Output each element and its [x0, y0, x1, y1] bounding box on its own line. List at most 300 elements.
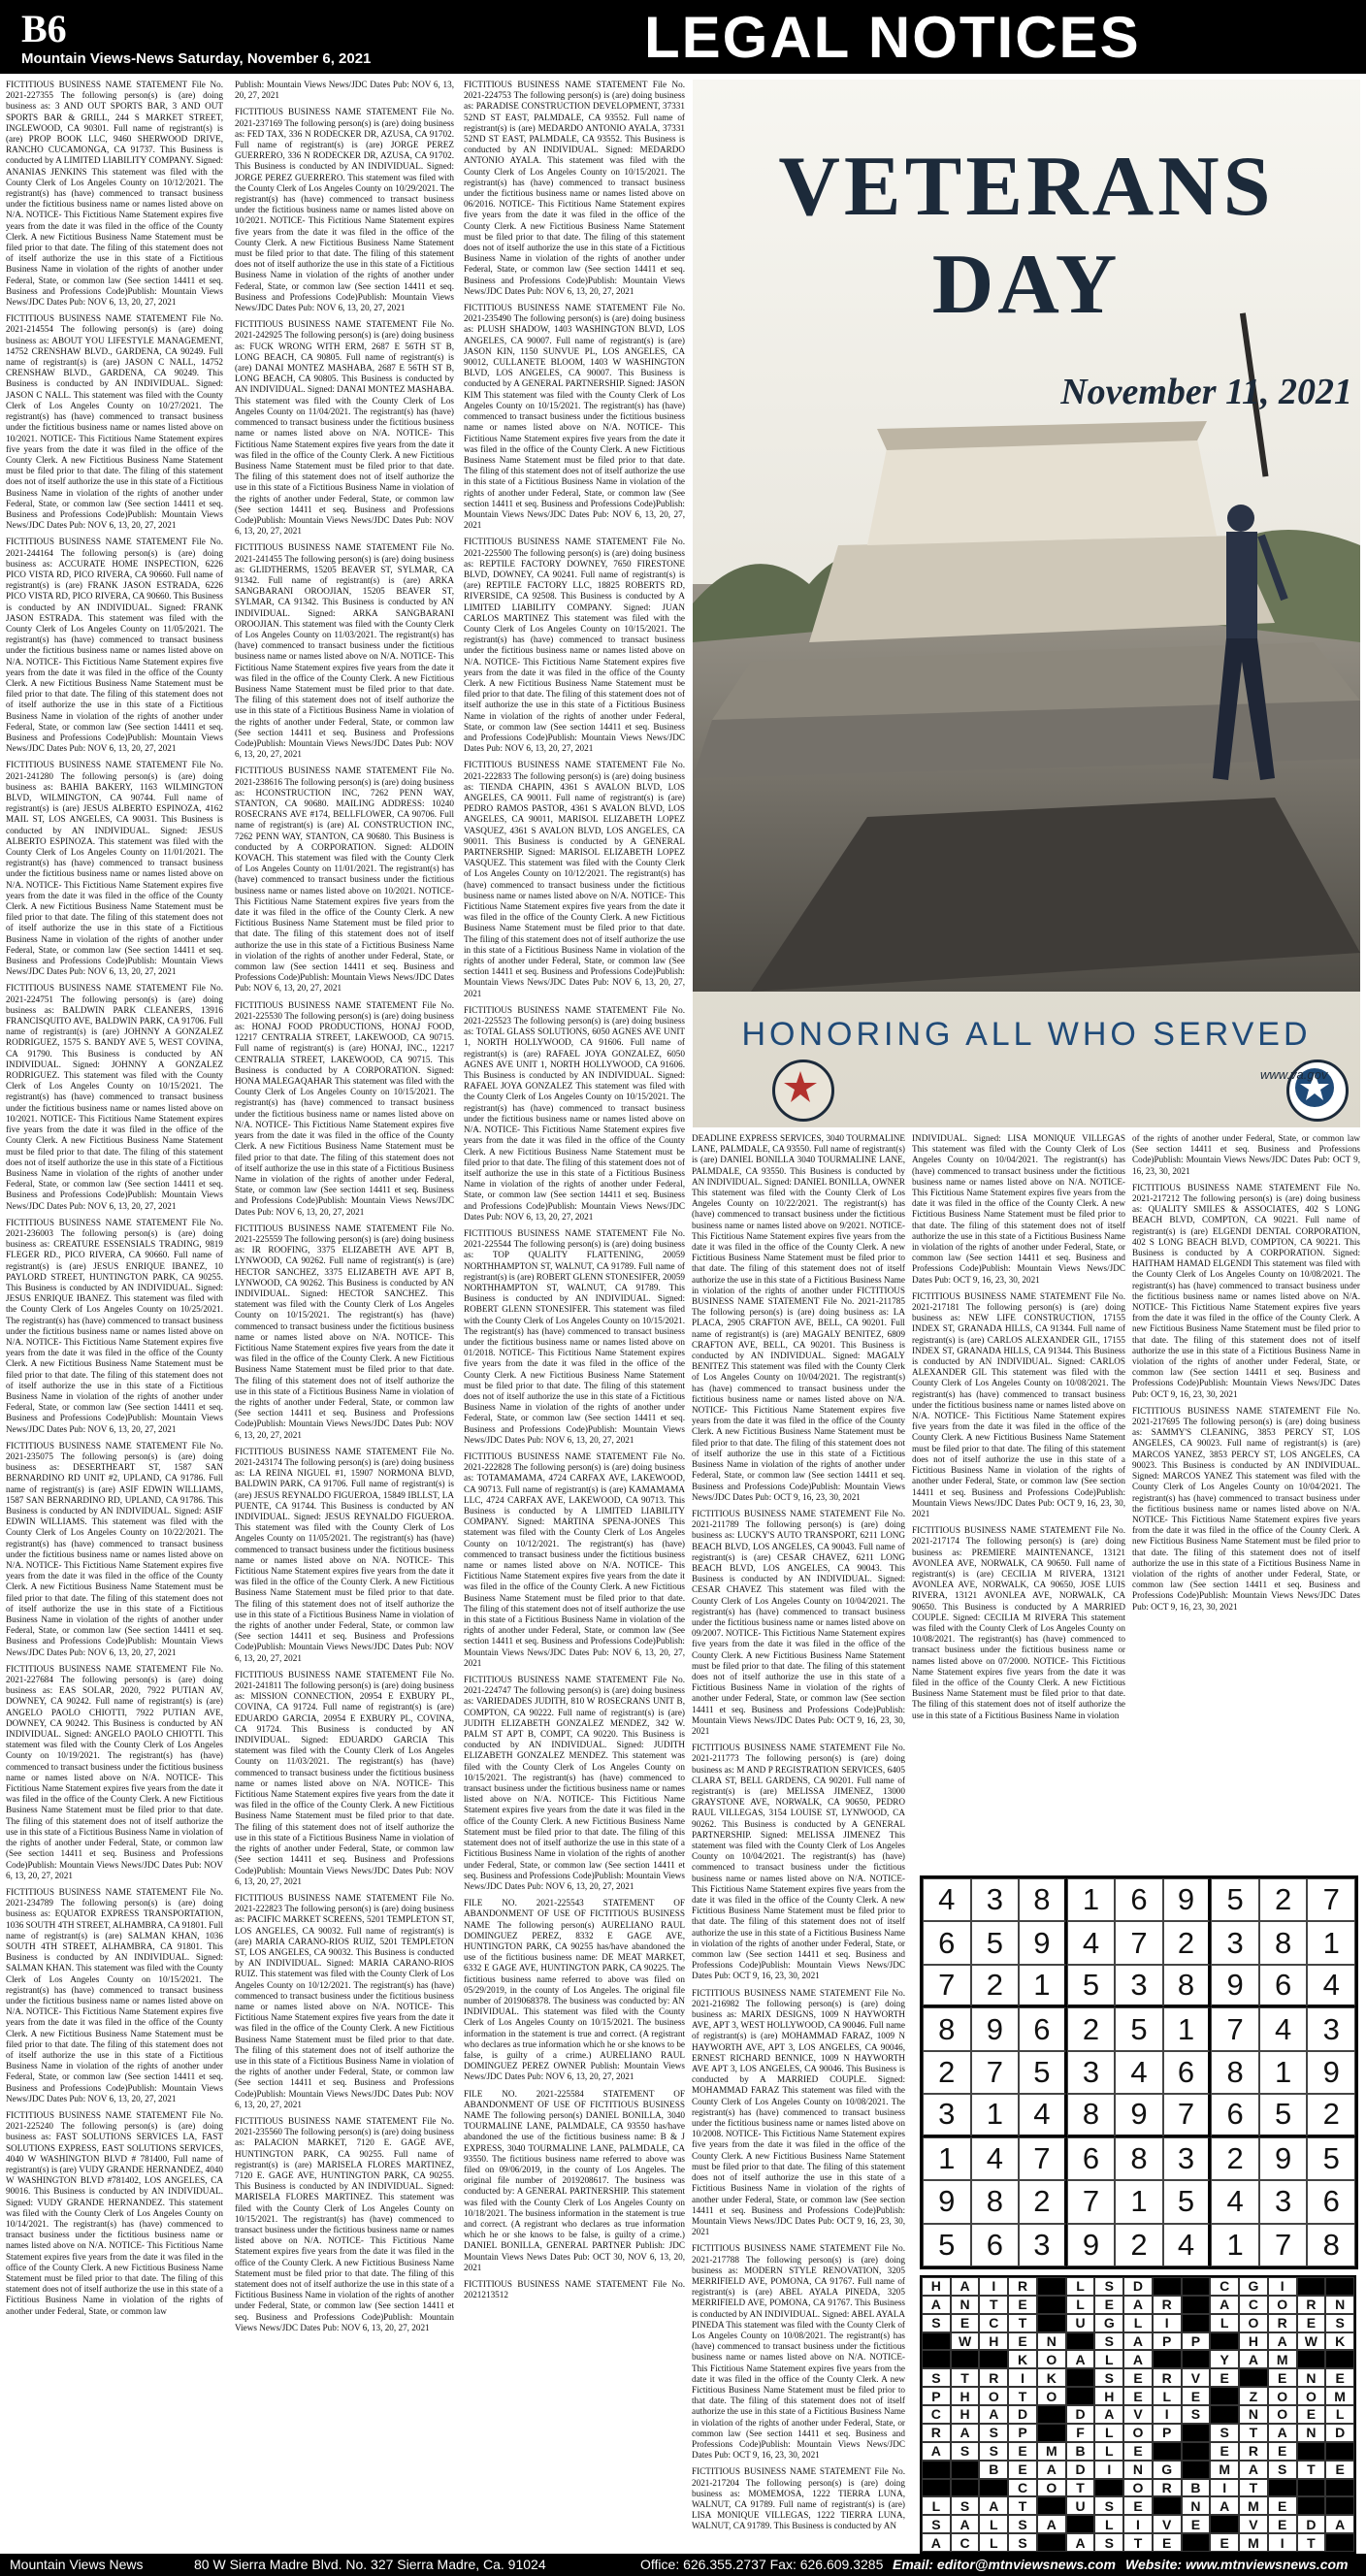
- crossword-cell: G: [1239, 2277, 1268, 2296]
- crossword-cell: S: [1268, 2461, 1297, 2479]
- sudoku-cell: 7: [1307, 1878, 1355, 1921]
- crossword-cell: R: [1268, 2314, 1297, 2332]
- crossword-cell: D: [1297, 2515, 1326, 2533]
- legal-notice: FICTITIOUS BUSINESS NAME STATEMENT File No. 2021-217204 The following person(s) is (are) doing business as: MOMEMOSA, 1222 TIERRA LUNA, WALNUT, CA 91789. Full name of registrant(s) is (are) LISA MONIQUE VILLEGAS, 1222 TIERRA LUNA, WALNUT, CA 91789. This Business is conducted by AN: [692, 2466, 905, 2531]
- page-number: B6: [21, 7, 67, 50]
- legal-notice: FICTITIOUS BUSINESS NAME STATEMENT File No. 2021-217212 The following person(s) is (are) doing business as: QUALITY SMILES & ASSOCIATES, 402 S LONG BEACH BLVD, COMPTON, CA 90221. Full name of registrant(s) is (are) ELGENDI DENTAL CORPORATION, 402 S LONG BEACH BLVD, COMPTON, CA 90221. This Business is conducted by A CORPORATION. Signed: HAITHAM HAMAD ELGENDI This statement was filed with the County Clerk of Los Angeles County on 10/08/2021. The registrant(s) has (have) commenced to transact business under the fictitious business name or names listed above on N/A. NOTICE- This Fictitious Name Statement expires five years from the date it was filed in the office of the County Clerk. A new Fictitious Business Name Statement must be filed prior to that date. The filing of this statement does not of itself authorize the use in this state of a Fictitious Business Name in violation of the rights of another under Federal, State, or common law (See section 14411 et seq. Business and Professions Code)Publish: Mountain Views News/JDC Dates Pub: OCT 9, 16, 23, 30, 2021: [1132, 1182, 1360, 1399]
- crossword-cell: L: [922, 2496, 951, 2515]
- crossword-cell: L: [1094, 2424, 1123, 2442]
- crossword-black-square: [1182, 2314, 1211, 2332]
- sudoku-cell: 6: [1115, 1878, 1163, 1921]
- crossword-cell: E: [1123, 2368, 1153, 2387]
- crossword-cell: O: [1268, 2296, 1297, 2314]
- legal-notice: FICTITIOUS BUSINESS NAME STATEMENT File No. 2021-224747 The following person(s) is (are) doing business as: VARIEDADES JUDITH, 810 W ROSECRANS UNIT B, COMPTON, CA 90222. Full name of registrant(s) is (are) JUDITH ELIZABETH GONZALEZ MENDEZ, 342 W. PALM ST APT B, COMPT, CA 90220. This Business is conducted by AN INDIVIDUAL. Signed: JUDITH ELIZABETH GONZALEZ MENDEZ. This statement was filed with the County Clerk of Los Angeles County on 10/15/2021. The registrant(s) has (have) commenced to transact business under the fictitious business name or names listed above on N/A. NOTICE- This Fictitious Name Statement expires five years from the date it was filed in the office of the County Clerk. A new Fictitious Business Name Statement must be filed prior to that date. The filing of this statement does not of itself authorize the use in this state of a Fictitious Business Name in violation of the rights of another under Federal, State, or common law (See section 14411 et seq. Business and Professions Code)Publish: Mountain Views News/JDC Dates Pub: NOV 6, 13, 20, 27, 2021: [464, 1675, 685, 1891]
- crossword-cell: E: [1123, 2496, 1153, 2515]
- crossword-cell: I: [1123, 2515, 1153, 2533]
- crossword-cell: O: [979, 2387, 1008, 2405]
- sudoku-cell: 4: [1115, 2051, 1163, 2094]
- legal-notice: FICTITIOUS BUSINESS NAME STATEMENT File No. 2021-214554 The following person(s) is (are) doing business as: ABOUT YOU LIFESTYLE MANAGEMENT, 14752 CRENSHAW BLVD., GARDENA, CA 90249. Full name of registrant(s) is (are) JASON C NALL, 14752 CRENSHAW BLVD., GARDENA, CA 90249. This Business is conducted by AN INDIVIDUAL. Signed: JASON C NALL. This statement was filed with the County Clerk of Los Angeles County on 10/27/2021. The registrant(s) has (have) commenced to transact business under the fictitious business name or names listed above on 10/2021. NOTICE- This Fictitious Name Statement expires five years from the date it was filed in the office of the County Clerk. A new Fictitious Business Name Statement must be filed prior to that date. The filing of this statement does not of itself authorize the use in this state of a Fictitious Business Name in violation of the rights of another under Federal, State, or common law (See section 14411 et seq. Business and Professions Code)Publish: Mountain Views News/JDC Dates Pub: NOV 6, 13, 20, 27, 2021: [6, 313, 223, 531]
- sudoku-cell: 2: [971, 1965, 1020, 2007]
- crossword-black-square: [1066, 2368, 1095, 2387]
- notices-column-3: [464, 80, 685, 2544]
- crossword-cell: T: [1297, 2533, 1326, 2552]
- crossword-cell: A: [1094, 2405, 1123, 2424]
- crossword-black-square: [1182, 2461, 1211, 2479]
- crossword-cell: I: [1094, 2461, 1123, 2479]
- crossword-cell: U: [1066, 2314, 1095, 2332]
- crossword-black-square: [1037, 2277, 1066, 2296]
- sudoku-cell: 8: [1259, 1921, 1308, 1964]
- sudoku-cell: 3: [971, 1878, 1020, 1921]
- sudoku-cell: 1: [923, 2137, 971, 2180]
- crossword-black-square: [1325, 2277, 1354, 2296]
- legal-notice: FICTITIOUS BUSINESS NAME STATEMENT File No. 2021-217788 The following person(s) is (are) doing business as: MODERN STYLE RENOVATION, 3205 MERRIFIELD AVE, POMONA, CA 91767. Full name of registrant(s) is (are) ABEL AYALA PINEDA, 3205 MERRIFIELD AVE, POMONA, CA 91767. This Business is conducted by AN INDIVIDUAL. Signed: ABEL AYALA PINEDA This statement was filed with the County Clerk of Los Angeles County on 10/08/2021. The registrant(s) has (have) commenced to transact business under the fictitious business name or names listed above on N/A. NOTICE- This Fictitious Name Statement expires five years from the date it was filed in the office of the County Clerk. A new Fictitious Business Name Statement must be filed prior to that date. The filing of this statement does not of itself authorize the use in this state of a Fictitious Business Name in violation of the rights of another under Federal, State, or common law (See section 14411 et seq. Business and Professions Code)Publish: Mountain Views News/JDC Dates Pub: OCT 9, 16, 23, 30, 2021: [692, 2243, 905, 2461]
- crossword-black-square: [1066, 2387, 1095, 2405]
- legal-notice: FICTITIOUS BUSINESS NAME STATEMENT File No. 2021-227355 The following person(s) is (are) doing business as: 3 AND OUT SPORTS BAR, 3 AND OUT SPORTS BAR & GRILL, 244 S MARKET STREET, INGLEWOOD, CA 90301. Full name of registrant(s) is (are) PROP BOOK LLC, 9460 SHERWOOD DRIVE, RANCHO CUCAMONGA, CA 91737. This Business is conducted by A LIMITED LIABILITY COMPANY. Signed: ANANIAS JENKINS This statement was filed with the County Clerk of Los Angeles County on 10/12/2021. The registrant(s) has (have) commenced to transact business under the fictitious business name or names listed above on N/A. NOTICE- This Fictitious Name Statement expires five years from the date it was filed in the office of the County Clerk. A new Fictitious Business Name Statement must be filed prior to that date. The filing of this statement does not of itself authorize the use in this state of a Fictitious Business Name in violation of the rights of another under Federal, State, or common law (See section 14411 et seq. Business and Professions Code)Publish: Mountain Views News/JDC Dates Pub: NOV 6, 13, 20, 27, 2021: [6, 80, 223, 308]
- legal-notice: FICTITIOUS BUSINESS NAME STATEMENT File No. 2021-225523 The following person(s) is (are) doing business as: TOTAL GLASS SOLUTIONS, 6050 AGNES AVE UNIT 1, NORTH HOLLYWOOD, CA 91606. Full name of registrant(s) is (are) RAFAEL JOYA GONZALEZ, 6050 AGNES AVE UNIT 1, NORTH HOLLYWOOD, CA 91606. This Business is conducted by AN INDIVIDUAL. Signed: RAFAEL JOYA GONZALEZ This statement was filed with the County Clerk of Los Angeles County on 10/15/2021. The registrant(s) has (have) commenced to transact business under the fictitious business name or names listed above on N/A. NOTICE- This Fictitious Name Statement expires five years from the date it was filed in the office of the County Clerk. A new Fictitious Business Name Statement must be filed prior to that date. The filing of this statement does not of itself authorize the use in this state of a Fictitious Business Name in violation of the rights of another under Federal, State, or common law (See section 14411 et seq. Business and Professions Code)Publish: Mountain Views News/JDC Dates Pub: NOV 6, 13, 20, 27, 2021: [464, 1004, 685, 1222]
- crossword-cell: N: [1037, 2332, 1066, 2351]
- crossword-cell: D: [1008, 2405, 1037, 2424]
- legal-notice: FICTITIOUS BUSINESS NAME STATEMENT File No. 2021-241280 The following person(s) is (are) doing business as: BAHIA BAKERY, 1163 WILMINGTON BLVD, WILMINGTON, CA 90744. Full name of registrant(s) is (are) JESUS ALBERTO ESPINOZA, 4162 MAIL ST, LOS ANGELES, CA 90031. This Business is conducted by AN INDIVIDUAL. Signed: JESUS ALBERTO ESPINOZA. This statement was filed with the County Clerk of Los Angeles County on 11/01/2021. The registrant(s) has (have) commenced to transact business under the fictitious business name or names listed above on N/A. NOTICE- This Fictitious Name Statement expires five years from the date it was filed in the office of the County Clerk. A new Fictitious Business Name Statement must be filed prior to that date. The filing of this statement does not of itself authorize the use in this state of a Fictitious Business Name in violation of the rights of another under Federal, State, or common law (See section 14411 et seq. Business and Professions Code)Publish: Mountain Views News/JDC Dates Pub: NOV 6, 13, 20, 27, 2021: [6, 760, 223, 977]
- crossword-black-square: [1037, 2424, 1066, 2442]
- sudoku-cell: 6: [923, 1921, 971, 1964]
- legal-notice: FICTITIOUS BUSINESS NAME STATEMENT File No. 2021213512: [464, 2279, 685, 2300]
- legal-notice: FICTITIOUS BUSINESS NAME STATEMENT File No. 2021-211789 The following person(s) is (are) doing business as: LUCKY'S AUTO TRANSPORT, 6211 LONG BEACH BLVD, LOS ANGELES, CA 90043. Full name of registrant(s) is (are) CESAR CHAVEZ, 6211 LONG BEACH BLVD, LOS ANGELES, CA 90043. This Business is conducted by AN INDIVIDUAL. Signed: CESAR CHAVEZ This statement was filed with the County Clerk of Los Angeles County on 10/04/2021. The registrant(s) has (have) commenced to transact business under the fictitious business name or names listed above on 09/2007. NOTICE- This Fictitious Name Statement expires five years from the date it was filed in the office of the County Clerk. A new Fictitious Business Name Statement must be filed prior to that date. The filing of this statement does not of itself authorize the use in this state of a Fictitious Business Name in violation of the rights of another under Federal, State, or common law (See section 14411 et seq. Business and Professions Code)Publish: Mountain Views News/JDC Dates Pub: OCT 9, 16, 23, 30, 2021: [692, 1508, 905, 1736]
- crossword-cell: E: [1297, 2405, 1326, 2424]
- crossword-cell: E: [1210, 2368, 1239, 2387]
- sudoku-cell: 8: [1019, 1878, 1067, 1921]
- legal-notice: FICTITIOUS BUSINESS NAME STATEMENT File No. 2021-225559 The following person(s) is (are) doing business as: IR ROOFING, 3375 ELIZABETH AVE APT B, LYNWOOD, CA 90262. Full name of registrant(s) is (are) HECTOR SANCHEZ, 3375 ELIZABETH AVE APT B, LYNWOOD, CA 90262. This Business is conducted by AN INDIVIDUAL. Signed: HECTOR SANCHEZ. This statement was filed with the County Clerk of Los Angeles County on 10/15/2021. The registrant(s) has (have) commenced to transact business under the fictitious business name or names listed above on N/A. NOTICE- This Fictitious Name Statement expires five years from the date it was filed in the office of the County Clerk. A new Fictitious Business Name Statement must be filed prior to that date. The filing of this statement does not of itself authorize the use in this state of a Fictitious Business Name in violation of the rights of another under Federal, State, or common law (See section 14411 et seq. Business and Professions Code)Publish: Mountain Views News/JDC Dates Pub: NOV 6, 13, 20, 27, 2021: [235, 1223, 454, 1440]
- sudoku-cell: 9: [1163, 1878, 1212, 1921]
- crossword-cell: C: [922, 2405, 951, 2424]
- footer-website[interactable]: Website: www.mtnviewsnews.com: [1125, 2557, 1349, 2572]
- crossword-cell: A: [979, 2496, 1008, 2515]
- crossword-cell: S: [1094, 2277, 1123, 2296]
- legal-notice: FICTITIOUS BUSINESS NAME STATEMENT File No. 2021-222828 The following person(s) is (are) doing business as: TOTAMAMAMA, 4724 CARFAX AVE, LAKEWOOD, CA 90713. Full name of registrant(s) is (are) KAMAMAMA LLC, 4724 CARFAX AVE, LAKEWOOD, CA 90713. This Business is conducted by A LIMITED LIABILITY COMPANY. Signed: MARTINA SPENA-JONES This statement was filed with the County Clerk of Los Angeles County on 10/12/2021. The registrant(s) has (have) commenced to transact business under the fictitious business name or names listed above on N/A. NOTICE- This Fictitious Name Statement expires five years from the date it was filed in the office of the County Clerk. A new Fictitious Business Name Statement must be filed prior to that date. The filing of this statement does not of itself authorize the use in this state of a Fictitious Business Name in violation of the rights of another under Federal, State, or common law (See section 14411 et seq. Business and Professions Code)Publish: Mountain Views News/JDC Dates Pub: NOV 6, 13, 20, 27, 2021: [464, 1451, 685, 1668]
- sudoku-cell: 5: [1211, 1878, 1259, 1921]
- crossword-black-square: [1153, 2442, 1182, 2461]
- crossword-black-square: [1037, 2314, 1066, 2332]
- crossword-black-square: [1182, 2350, 1211, 2368]
- crossword-cell: A: [1210, 2296, 1239, 2314]
- legal-notice: FICTITIOUS BUSINESS NAME STATEMENT File No. 2021-237169 The following person(s) is (are) doing business as: FED TAX, 336 N RODECKER DR, AZUSA, CA 91702. Full name of registrant(s) is (are) JORGE PEREZ GUERRERO, 336 N RODECKER DR, AZUSA, CA 91702. This Business is conducted by AN INDIVIDUAL. Signed: JORGE PEREZ GUERRERO. This statement was filed with the County Clerk of Los Angeles County on 10/29/2021. The registrant(s) has (have) commenced to transact business under the fictitious business name or names listed above on 10/2021. NOTICE- This Fictitious Name Statement expires five years from the date it was filed in the office of the County Clerk. A new Fictitious Business Name Statement must be filed prior to that date. The filing of this statement does not of itself authorize the use in this state of a Fictitious Business Name in violation of the rights of another under Federal, State, or common law (See section 14411 et seq. Business and Professions Code)Publish: Mountain Views News/JDC Dates Pub: NOV 6, 13, 20, 27, 2021: [235, 107, 454, 313]
- sudoku-cell: 3: [1307, 2007, 1355, 2050]
- poster-url: www.va.gov: [1260, 1067, 1328, 1082]
- legal-notice: FICTITIOUS BUSINESS NAME STATEMENT File No. 2021-243174 The following person(s) is (are) doing business as: LA REINA NIGUEL #1, 15907 NORMONA BLVD, BALDWIN PARK, CA 91706. Full name of registrant(s) is (are) JESUS REYNALDO FIGUEROA, 15849 IBLLST, LA PUENTE, CA 91744. This Business is conducted by AN INDIVIDUAL. Signed: JESUS REYNALDO FIGUEROA. This statement was filed with the County Clerk of Los Angeles County on 11/05/2021. The registrant(s) has (have) commenced to transact business under the fictitious business name or names listed above on N/A. NOTICE- This Fictitious Name Statement expires five years from the date it was filed in the office of the County Clerk. A new Fictitious Business Name Statement must be filed prior to that date. The filing of this statement does not of itself authorize the use in this state of a Fictitious Business Name in violation of the rights of another under Federal, State, or common law (See section 14411 et seq. Business and Professions Code)Publish: Mountain Views News/JDC Dates Pub: NOV 6, 13, 20, 27, 2021: [235, 1446, 454, 1663]
- sudoku-cell: 4: [923, 1878, 971, 1921]
- crossword-cell: S: [951, 2496, 980, 2515]
- crossword-cell: N: [951, 2296, 980, 2314]
- sudoku-cell: 4: [1067, 1921, 1116, 1964]
- sudoku-cell: 8: [971, 2180, 1020, 2223]
- sudoku-cell: 7: [1211, 2007, 1259, 2050]
- sudoku-cell: 3: [1211, 1921, 1259, 1964]
- crossword-cell: E: [1123, 2442, 1153, 2461]
- sudoku-grid: [920, 1875, 1358, 2269]
- page-header: [0, 0, 1366, 74]
- legal-notice: FICTITIOUS BUSINESS NAME STATEMENT File No. 2021-211773 The following person(s) is (are) doing business as: M AND P REGISTRATION SERVICES, 6405 CLARA ST, BELL GARDENS, CA 90201. Full name of registrant(s) is (are) MELISSA JIMENEZ, 13000 GRAYSTONE AVE, NORWALK, CA 90650, PEDRO RAUL VILLEGAS, 3154 LOUISE ST, LYNWOOD, CA 90262. This Business is conducted by A GENERAL PARTNERSHIP. Signed: MELISSA JIMENEZ This statement was filed with the County Clerk of Los Angeles County on 10/04/2021. The registrant(s) has (have) commenced to transact business under the fictitious business name or names listed above on N/A. NOTICE- This Fictitious Name Statement expires five years from the date it was filed in the office of the County Clerk. A new Fictitious Business Name Statement must be filed prior to that date. The filing of this statement does not of itself authorize the use in this state of a Fictitious Business Name in violation of the rights of another under Federal, State, or common law (See section 14411 et seq. Business and Professions Code)Publish: Mountain Views News/JDC Dates Pub: OCT 9, 16, 23, 30, 2021: [692, 1743, 905, 1981]
- legal-notice: FICTITIOUS BUSINESS NAME STATEMENT File No. 2021-225500 The following person(s) is (are) doing business as: REPTILE FACTORY DOWNEY, 7650 FIRESTONE BLVD, DOWNEY, CA 90241. Full name of registrant(s) is (are) REPTILE FACTORY LLC, 18825 ROBERTS RD, RIVERSIDE, CA 92508. This Business is conducted by A LIMITED LIABILITY COMPANY. Signed: JUAN CARLOS MARTINEZ This statement was filed with the County Clerk of Los Angeles County on 10/15/2021. The registrant(s) has (have) commenced to transact business under the fictitious business name or names listed above on N/A. NOTICE- This Fictitious Name Statement expires five years from the date it was filed in the office of the County Clerk. A new Fictitious Business Name Statement must be filed prior to that date. The filing of this statement does not of itself authorize the use in this state of a Fictitious Business Name in violation of the rights of another under Federal, State, or common law (See section 14411 et seq. Business and Professions Code)Publish: Mountain Views News/JDC Dates Pub: NOV 6, 13, 20, 27, 2021: [464, 537, 685, 754]
- crossword-cell: H: [1239, 2332, 1268, 2351]
- crossword-cell: E: [1008, 2332, 1037, 2351]
- crossword-cell: E: [1182, 2515, 1211, 2533]
- crossword-black-square: [1182, 2442, 1211, 2461]
- crossword-black-square: [1066, 2515, 1095, 2533]
- sudoku-cell: 3: [1115, 1965, 1163, 2007]
- crossword-black-square: [1182, 2277, 1211, 2296]
- crossword-cell: P: [1182, 2332, 1211, 2351]
- sudoku-cell: 2: [1067, 2007, 1116, 2050]
- sudoku-cell: 2: [1115, 2224, 1163, 2266]
- legal-notice: FICTITIOUS BUSINESS NAME STATEMENT File No. 2021-222833 The following person(s) is (are) doing business as: TIENDA CHAPIN, 4361 S AVALON BLVD, LOS ANGELES, CA 90011. Full name of registrant(s) is (are) PEDRO RAMOS PASTOR, 4361 S AVALON BLVD, LOS ANGELES, CA 90011, MARISOL ELIZABETH LOPEZ VASQUEZ, 4361 S AVALON BLVD, LOS ANGELES, CA 90011. This Business is conducted by A GENERAL PARTNERSHIP. Signed: MARISOL ELIZABETH LOPEZ VASQUEZ. This statement was filed with the County Clerk of Los Angeles County on 10/12/2021. The registrant(s) has (have) commenced to transact business under the fictitious business name or names listed above on N/A. NOTICE- This Fictitious Name Statement expires five years from the date it was filed in the office of the County Clerk. A new Fictitious Business Name Statement must be filed prior to that date. The filing of this statement does not of itself authorize the use in this state of a Fictitious Business Name in violation of the rights of another under Federal, State, or common law (See section 14411 et seq. Business and Professions Code)Publish: Mountain Views News/JDC Dates Pub: NOV 6, 13, 20, 27, 2021: [464, 760, 685, 998]
- crossword-cell: V: [1182, 2368, 1211, 2387]
- legal-notice: FICTITIOUS BUSINESS NAME STATEMENT File No. 2021-235490 The following person(s) is (are) doing business as: PLUSH SHADOW, 1403 WASHINGTON BLVD, LOS ANGELES, CA 90007. Full name of registrant(s) is (are) JASON KIN, 1150 SUNVUE PL, LOS ANGELES, CA 90012, CULLANETE BLOOM, 1403 W WASHINGTON BLVD, LOS ANGELES, CA 90007. This Business is conducted by A GENERAL PARTNERSHIP. Signed: JASON KIM This statement was filed with the County Clerk of Los Angeles County on 10/15/2021. The registrant(s) has (have) commenced to transact business under the fictitious business name or names listed above on N/A. NOTICE- This Fictitious Name Statement expires five years from the date it was filed in the office of the County Clerk. A new Fictitious Business Name Statement must be filed prior to that date. The filing of this statement does not of itself authorize the use in this state of a Fictitious Business Name in violation of the rights of another under Federal, State, or common law (See section 14411 et seq. Business and Professions Code)Publish: Mountain Views News/JDC Dates Pub: NOV 6, 13, 20, 27, 2021: [464, 303, 685, 531]
- crossword-cell: S: [951, 2442, 980, 2461]
- sudoku-cell: 4: [1163, 2224, 1212, 2266]
- crossword-cell: O: [1268, 2405, 1297, 2424]
- sudoku-cell: 9: [971, 2007, 1020, 2050]
- crossword-black-square: [922, 2461, 951, 2479]
- sudoku-cell: 9: [1211, 1965, 1259, 2007]
- footer-name: Mountain Views News: [10, 2557, 144, 2572]
- legal-notice: of the rights of another under Federal, State, or common law (See section 14411 et seq. Business and Professions Code)Publish: Mountain Views News/JDC Dates Pub: OCT 9, 16, 23, 30, 2021: [1132, 1133, 1360, 1176]
- crossword-cell: A: [1123, 2350, 1153, 2368]
- crossword-cell: N: [1239, 2405, 1268, 2424]
- crossword-cell: O: [1297, 2387, 1326, 2405]
- crossword-cell: C: [951, 2533, 980, 2552]
- crossword-cell: D: [1123, 2277, 1153, 2296]
- crossword-cell: E: [1268, 2496, 1297, 2515]
- crossword-cell: I: [1268, 2533, 1297, 2552]
- crossword-black-square: [1094, 2479, 1123, 2497]
- crossword-cell: N: [1325, 2296, 1354, 2314]
- crossword-cell: E: [951, 2314, 980, 2332]
- crossword-cell: V: [1123, 2405, 1153, 2424]
- crossword-black-square: [1325, 2442, 1354, 2461]
- crossword-cell: D: [1066, 2461, 1095, 2479]
- crossword-cell: S: [922, 2314, 951, 2332]
- sudoku-cell: 5: [1019, 2051, 1067, 2094]
- sudoku-cell: 1: [1067, 1878, 1116, 1921]
- crossword-cell: C: [1210, 2277, 1239, 2296]
- crossword-cell: S: [1182, 2405, 1211, 2424]
- sudoku-cell: 5: [1067, 1965, 1116, 2007]
- sudoku-cell: 2: [923, 2051, 971, 2094]
- crossword-black-square: [1297, 2350, 1326, 2368]
- crossword-cell: L: [979, 2515, 1008, 2533]
- notices-column-2: [235, 80, 454, 2544]
- crossword-cell: E: [1210, 2533, 1239, 2552]
- sudoku-cell: 5: [1163, 2180, 1212, 2223]
- crossword-cell: K: [1037, 2368, 1066, 2387]
- crossword-cell: L: [1153, 2387, 1182, 2405]
- sudoku-cell: 2: [1163, 1921, 1212, 1964]
- crossword-cell: B: [1182, 2479, 1211, 2497]
- legal-notice: FICTITIOUS BUSINESS NAME STATEMENT File No. 2021-225240 The following person(s) is (are) doing business as: FAST SOLUTIONS SERVICES LA, FAST SOLUTIONS EXPRESS, EAST SOLUTIONS SERVICES, 4040 W WASHINGTON BLVD # 781400, Full name of registrant(s) is (are) VUDY GRANDE HERNANDEZ, 4040 W WASHINGTON BLVD #781402, LOS ANGELES, CA 90016. This Business is conducted by AN INDIVIDUAL. Signed: VUDY GRANDE HERNANDEZ. This statement was filed with the County Clerk of Los Angeles County on 10/14/2021. The registrant(s) has (have) commenced to transact business under the fictitious business name or names listed above on N/A. NOTICE- This Fictitious Name Statement expires five years from the date it was filed in the office of the County Clerk. A new Fictitious Business Name Statement must be filed prior to that date. The filing of this statement does not of itself authorize the use in this state of a Fictitious Business Name in violation of the rights of another under Federal, State, or common law: [6, 2109, 223, 2316]
- crossword-cell: E: [1008, 2461, 1037, 2479]
- crossword-cell: S: [922, 2515, 951, 2533]
- crossword-black-square: [1325, 2496, 1354, 2515]
- sudoku-cell: 1: [1307, 1921, 1355, 1964]
- footer-phones: Office: 626.355.2737 Fax: 626.609.3285: [640, 2557, 884, 2572]
- crossword-cell: O: [1239, 2314, 1268, 2332]
- crossword-cell: E: [1325, 2368, 1354, 2387]
- legal-notice: FILE NO. 2021-225584 STATEMENT OF ABANDONMENT OF USE OF FICTITIOUS BUSINESS NAME The following person(s) DANIEL BONILLA, 3040 TOURMALINE LANE, PALMDALE, CA 93550 has/have abandoned the use of the fictitious business name: B & J EXPRESS, 3040 TOURMALINE LANE, PALMDALE, CA 93550. The fictitious business name referred to above was filed on 09/06/2019, in the county of Los Angeles. The original file number of 2019208617. The business was conducted by: A GENERAL PARTNERSHIP. This statement was filed with the County Clerk of Los Angeles County on 10/18/2021. The business information in the statement is true and correct. (A registrant who declares as true information which he or she knows to be false, is guilty of a crime.) DANIEL BONILLA, GENERAL PARTNER Publish: JDC Mountain Views News Dates Pub: OCT 30, NOV 6, 13, 20, 2021: [464, 2088, 685, 2272]
- crossword-cell: O: [1268, 2387, 1297, 2405]
- legal-notice: FICTITIOUS BUSINESS NAME STATEMENT File No. 2021-217695 The following person(s) is (are) doing business as: SAMMY'S CLEANING, 3853 PERCY ST, LOS ANGELES, CA 90023. Full name of registrant(s) is (are) MARCOS YANEZ, 3853 PERCY ST, LOS ANGELES, CA 90023. This Business is conducted by AN INDIVIDUAL. Signed: MARCOS YANEZ This statement was filed with the County Clerk of Los Angeles County on 10/04/2021. The registrant(s) has (have) commenced to transact business under the fictitious business name or names listed above on N/A. NOTICE- This Fictitious Name Statement expires five years from the date it was filed in the office of the County Clerk. A new Fictitious Business Name Statement must be filed prior to that date. The filing of this statement does not of itself authorize the use in this state of a Fictitious Business Name in violation of the rights of another under Federal, State, or common law (See section 14411 et seq. Business and Professions Code)Publish: Mountain Views News/JDC Dates Pub: OCT 9, 16, 23, 30, 2021: [1132, 1405, 1360, 1612]
- crossword-black-square: [1297, 2277, 1326, 2296]
- sudoku-cell: 3: [1019, 2224, 1067, 2266]
- crossword-cell: C: [1239, 2296, 1268, 2314]
- crossword-cell: E: [1094, 2296, 1123, 2314]
- crossword-black-square: [1210, 2332, 1239, 2351]
- crossword-cell: A: [1210, 2496, 1239, 2515]
- sudoku-cell: 6: [1163, 2051, 1212, 2094]
- sudoku-cell: 3: [1259, 2180, 1308, 2223]
- crossword-cell: P: [1153, 2332, 1182, 2351]
- sudoku-cell: 2: [1211, 2137, 1259, 2180]
- sudoku-cell: 4: [1259, 2007, 1308, 2050]
- crossword-black-square: [1325, 2533, 1354, 2552]
- sudoku-cell: 7: [1259, 2224, 1308, 2266]
- sudoku-cell: 5: [1307, 2137, 1355, 2180]
- sudoku-cell: 8: [1115, 2137, 1163, 2180]
- crossword-black-square: [1210, 2405, 1239, 2424]
- sudoku-cell: 3: [923, 2094, 971, 2136]
- crossword-cell: V: [1239, 2515, 1268, 2533]
- crossword-cell: A: [922, 2533, 951, 2552]
- crossword-black-square: [922, 2350, 951, 2368]
- sudoku-cell: 4: [1211, 2180, 1259, 2223]
- legal-notice: Publish: Mountain Views News/JDC Dates Pub: NOV 6, 13, 20, 27, 2021: [235, 80, 454, 101]
- crossword-black-square: [979, 2350, 1008, 2368]
- crossword-cell: L: [1325, 2405, 1354, 2424]
- crossword-cell: S: [1094, 2533, 1123, 2552]
- crossword-cell: W: [1297, 2332, 1326, 2351]
- crossword-cell: E: [1210, 2442, 1239, 2461]
- notices-column-6: [1132, 1133, 1360, 1871]
- footer-email[interactable]: Email: editor@mtnviewsnews.com: [893, 2557, 1116, 2572]
- crossword-cell: E: [1008, 2296, 1037, 2314]
- crossword-black-square: [1210, 2515, 1239, 2533]
- crossword-cell: B: [1066, 2442, 1095, 2461]
- crossword-cell: S: [1008, 2515, 1037, 2533]
- crossword-cell: M: [1239, 2533, 1268, 2552]
- sudoku-cell: 5: [1259, 2094, 1308, 2136]
- legal-notice: FICTITIOUS BUSINESS NAME STATEMENT File No. 2021-216982 The following person(s) is (are) doing business as: MARIX DESIGNS, 1009 N HAYWORTH AVE, APT 3, WEST HOLLYWOOD, CA 90046. Full name of registrant(s) is (are) MOHAMMAD FARAZ, 1009 N HAYWORTH AVE, APT 3, LOS ANGELES, CA 90046, ERNEST RICHARD BENNICE, 1009 N HAYWORTH AVE APT 3, LOS ANGELES, CA 90046. This Business is conducted by A MARRIED COUPLE. Signed: MOHAMMAD FARAZ This statement was filed with the County Clerk of Los Angeles County on 10/08/2021. The registrant(s) has (have) commenced to transact business under the fictitious business name or names listed above on 10/2008. NOTICE- This Fictitious Name Statement expires five years from the date it was filed in the office of the County Clerk. A new Fictitious Business Name Statement must be filed prior to that date. The filing of this statement does not of itself authorize the use in this state of a Fictitious Business Name in violation of the rights of another under Federal, State, or common law (See section 14411 et seq. Business and Professions Code)Publish: Mountain Views News/JDC Dates Pub: OCT 9, 16, 23, 30, 2021: [692, 1987, 905, 2237]
- poster-date: November 11, 2021: [1060, 372, 1352, 412]
- legal-notice: FICTITIOUS BUSINESS NAME STATEMENT File No. 2021-241811 The following person(s) is (are) doing business as: MISSION CONNECTION, 20954 E EXBURY PL, COVINA, CA 91724. Full name of registrant(s) is (are) EDUARDO GARCIA, 20954 E EXBURY PL, COVINA, CA 91724. This Business is conducted by AN INDIVIDUAL. Signed: EDUARDO GARCIA This statement was filed with the County Clerk of Los Angeles County on 11/03/2021. The registrant(s) has (have) commenced to transact business under the fictitious business name or names listed above on N/A. NOTICE- This Fictitious Name Statement expires five years from the date it was filed in the office of the County Clerk. A new Fictitious Business Name Statement must be filed prior to that date. The filing of this statement does not of itself authorize the use in this state of a Fictitious Business Name in violation of the rights of another under Federal, State, or common law (See section 14411 et seq. Business and Professions Code)Publish: Mountain Views News/JDC Dates Pub: NOV 6, 13, 20, 27, 2021: [235, 1669, 454, 1886]
- crossword-cell: A: [1239, 2350, 1268, 2368]
- crossword-cell: I: [1008, 2368, 1037, 2387]
- sudoku-cell: 9: [1019, 1921, 1067, 1964]
- crossword-cell: A: [1123, 2296, 1153, 2314]
- crossword-black-square: [1297, 2479, 1326, 2497]
- crossword-cell: O: [1123, 2424, 1153, 2442]
- legal-notice: FICTITIOUS BUSINESS NAME STATEMENT File No. 2021-235560 The following person(s) is (are) doing business as: PALACION MARKET, 7120 E. GAGE AVE, HUNTINGTON PARK, CA 90255. Full name of registrant(s) is (are) MARISELA FLORES MARTINEZ, 7120 E. GAGE AVE, HUNTINGTON PARK, CA 90255. This Business is conducted by AN INDIVIDUAL. Signed: MARISELA FLORES MARTINEZ. This statement was filed with the County Clerk of Los Angeles County on 10/15/2021. The registrant(s) has (have) commenced to transact business under the fictitious business name or names listed above on N/A. NOTICE- This Fictitious Name Statement expires five years from the date it was filed in the office of the County Clerk. A new Fictitious Business Name Statement must be filed prior to that date. The filing of this statement does not of itself authorize the use in this state of a Fictitious Business Name in violation of the rights of another under Federal, State, or common law (See section 14411 et seq. Business and Professions Code)Publish: Mountain Views News/JDC Dates Pub: NOV 6, 13, 20, 27, 2021: [235, 2115, 454, 2332]
- legal-notice: FICTITIOUS BUSINESS NAME STATEMENT File No. 2021-238616 The following person(s) is (are) doing business as: HCONSTRUCTION INC, 7262 PENN WAY, STANTON, CA 90680. MAILING ADDRESS: 10240 ROSECRANS AVE #174, BELLFLOWER, CA 90706. Full name of registrant(s) is (are) AL CONSTRUCTION INC, 7262 PENN WAY, STANTON, CA 90680. This Business is conducted by A CORPORATION. Signed: ALDOIN KOVACH. This statement was filed with the County Clerk of Los Angeles County on 11/01/2021. The registrant(s) has (have) commenced to transact business under the fictitious business name or names listed above on 10/2021. NOTICE- This Fictitious Name Statement expires five years from the date it was filed in the office of the County Clerk. A new Fictitious Business Name Statement must be filed prior to that date. The filing of this statement does not of itself authorize the use in this state of a Fictitious Business Name in violation of the rights of another under Federal, State, or common law (See section 14411 et seq. Business and Professions Code)Publish: Mountain Views News/JDC Dates Pub: NOV 6, 13, 20, 27, 2021: [235, 766, 454, 994]
- legal-notice: FICTITIOUS BUSINESS NAME STATEMENT File No. 2021-225544 The following person(s) is (are) doing business as: TOP QUALITY FLATTENING, 20059 NORTHHAMPTON ST, WALNUT, CA 91789. Full name of registrant(s) is (are) ROBERT GLENN STONESIFER, 20059 NORTHHAMPTON ST, WALNUT, CA 91789. This Business is conducted by AN INDIVIDUAL. Signed: ROBERT GLENN STONESIFER. This statement was filed with the County Clerk of Los Angeles County on 10/15/2021. The registrant(s) has (have) commenced to transact business under the fictitious business name or names listed above on 01/2018. NOTICE- This Fictitious Name Statement expires five years from the date it was filed in the office of the County Clerk. A new Fictitious Business Name Statement must be filed prior to that date. The filing of this statement does not of itself authorize the use in this state of a Fictitious Business Name in violation of the rights of another under Federal, State, or common law (See section 14411 et seq. Business and Professions Code)Publish: Mountain Views News/JDC Dates Pub: NOV 6, 13, 20, 27, 2021: [464, 1227, 685, 1445]
- crossword-cell: A: [922, 2442, 951, 2461]
- crossword-cell: L: [1094, 2442, 1123, 2461]
- crossword-cell: A: [951, 2424, 980, 2442]
- sudoku-cell: 4: [1019, 2094, 1067, 2136]
- sudoku-cell: 8: [1163, 1965, 1212, 2007]
- crossword-cell: C: [1008, 2479, 1037, 2497]
- sudoku-cell: 7: [1067, 2180, 1116, 2223]
- sudoku-cell: 2: [1019, 2180, 1067, 2223]
- legal-notice: FICTITIOUS BUSINESS NAME STATEMENT File No. 2021-227684 The following person(s) is (are) doing business as: EAS SOLAR, 2020, 7922 PUTIAN AV, DOWNEY, CA 90242. Full name of registrant(s) is (are) ANGELO PAOLO CHIOTTI, 7922 PUTIAN AVE, DOWNEY, CA 90242. This Business is conducted by AN INDIVIDUAL. Signed: ANGELO PAOLO CHIOTTI. This statement was filed with the County Clerk of Los Angeles County on 10/19/2021. The registrant(s) has (have) commenced to transact business under the fictitious business name or names listed above on N/A. NOTICE- This Fictitious Name Statement expires five years from the date it was filed in the office of the County Clerk. A new Fictitious Business Name Statement must be filed prior to that date. The filing of this statement does not of itself authorize the use in this state of a Fictitious Business Name in violation of the rights of another under Federal, State, or common law (See section 14411 et seq. Business and Professions Code)Publish: Mountain Views News/JDC Dates Pub: NOV 6, 13, 20, 27, 2021: [6, 1663, 223, 1880]
- crossword-black-square: [1182, 2296, 1211, 2314]
- crossword-cell: A: [1066, 2350, 1095, 2368]
- crossword-black-square: [1066, 2332, 1095, 2351]
- sudoku-cell: 9: [1259, 2137, 1308, 2180]
- crossword-cell: E: [1325, 2461, 1354, 2479]
- footer-address: 80 W Sierra Madre Blvd. No. 327 Sierra Madre, Ca. 91024: [194, 2557, 546, 2572]
- crossword-black-square: [1182, 2424, 1211, 2442]
- crossword-cell: E: [1268, 2368, 1297, 2387]
- crossword-black-square: [951, 2350, 980, 2368]
- sudoku-cell: 2: [1259, 1878, 1308, 1921]
- crossword-cell: R: [1008, 2277, 1037, 2296]
- crossword-cell: A: [1268, 2424, 1297, 2442]
- sudoku-cell: 7: [1163, 2094, 1212, 2136]
- crossword-cell: S: [1094, 2496, 1123, 2515]
- crossword-cell: S: [922, 2368, 951, 2387]
- crossword-black-square: [1037, 2296, 1066, 2314]
- crossword-cell: S: [1094, 2368, 1123, 2387]
- crossword-cell: L: [1066, 2277, 1095, 2296]
- crossword-cell: A: [951, 2277, 980, 2296]
- legal-notice: FICTITIOUS BUSINESS NAME STATEMENT File No. 2021-234789 The following person(s) is (are) doing business as: EQUATOR EXPRESS TRANSPORTATION, 1036 SOUTH 4TH STREET, ALHAMBRA, CA 91801. Full name of registrant(s) is (are) SALMAN KHAN, 1036 SOUTH 4TH STREET, ALHAMBRA, CA 91801. This Business is conducted by AN INDIVIDUAL. Signed: SALMAN KHAN. This statement was filed with the County Clerk of Los Angeles County on 10/15/2021. The registrant(s) has (have) commenced to transact business under the fictitious business name or names listed above on N/A. NOTICE- This Fictitious Name Statement expires five years from the date it was filed in the office of the County Clerk. A new Fictitious Business Name Statement must be filed prior to that date. The filing of this statement does not of itself authorize the use in this state of a Fictitious Business Name in violation of the rights of another under Federal, State, or common law (See section 14411 et seq. Business and Professions Code)Publish: Mountain Views News/JDC Dates Pub: NOV 6, 13, 20, 27, 2021: [6, 1886, 223, 2103]
- crossword-black-square: [951, 2461, 980, 2479]
- crossword-cell: M: [1210, 2461, 1239, 2479]
- crossword-black-square: [922, 2332, 951, 2351]
- crossword-black-square: [922, 2479, 951, 2497]
- crossword-cell: L: [1210, 2314, 1239, 2332]
- crossword-cell: N: [1297, 2424, 1326, 2442]
- crossword-cell: B: [979, 2461, 1008, 2479]
- crossword-cell: H: [951, 2405, 980, 2424]
- sudoku-cell: 8: [1211, 2051, 1259, 2094]
- crossword-cell: L: [979, 2533, 1008, 2552]
- legal-notice: FICTITIOUS BUSINESS NAME STATEMENT File No. 2021-244164 The following person(s) is (are) doing business as: ACCURATE HOME INSPECTION, 6226 PICO VISTA RD, PICO RIVERA, CA 90660. Full name of registrant(s) is (are) FRANK JASON ESTRADA, 6226 PICO VISTA RD, PICO RIVERA, CA 90660. This Business is conducted by AN INDIVIDUAL. Signed: FRANK JASON ESTRADA. This statement was filed with the County Clerk of Los Angeles County on 11/05/2021. The registrant(s) has (have) commenced to transact business under the fictitious business name or names listed above on N/A. NOTICE- This Fictitious Name Statement expires five years from the date it was filed in the office of the County Clerk. A new Fictitious Business Name Statement must be filed prior to that date. The filing of this statement does not of itself authorize the use in this state of a Fictitious Business Name in violation of the rights of another under Federal, State, or common law (See section 14411 et seq. Business and Professions Code)Publish: Mountain Views News/JDC Dates Pub: NOV 6, 13, 20, 27, 2021: [6, 537, 223, 754]
- crossword-cell: O: [1037, 2350, 1066, 2368]
- sudoku-cell: 7: [1019, 2137, 1067, 2180]
- sudoku-cell: 6: [1211, 2094, 1259, 2136]
- crossword-cell: A: [922, 2296, 951, 2314]
- legal-notice: FICTITIOUS BUSINESS NAME STATEMENT File No. 2021-242925 The following person(s) is (are) doing business as: FUCK WRONG WITH ERM, 2687 E 56TH ST B, LONG BEACH, CA 90805. Full name of registrant(s) is (are) DANAI MONTEZ MASHABA, 2687 E 56TH ST B, LONG BEACH, CA 90805. This Business is conducted by AN INDIVIDUAL. Signed: DANAI MONTEZ MASHABA. This statement was filed with the County Clerk of Los Angeles County on 11/04/2021. The registrant(s) has (have) commenced to transact business under the fictitious business name or names listed above on N/A. NOTICE- This Fictitious Name Statement expires five years from the date it was filed in the office of the County Clerk. A new Fictitious Business Name Statement must be filed prior to that date. The filing of this statement does not of itself authorize the use in this state of a Fictitious Business Name in violation of the rights of another under Federal, State, or common law (See section 14411 et seq. Business and Professions Code)Publish: Mountain Views News/JDC Dates Pub: NOV 6, 13, 20, 27, 2021: [235, 319, 454, 537]
- crossword-cell: K: [1325, 2332, 1354, 2351]
- crossword-cell: S: [1210, 2424, 1239, 2442]
- sudoku-cell: 9: [1307, 2051, 1355, 2094]
- crossword-cell: L: [1066, 2296, 1095, 2314]
- crossword-cell: R: [979, 2368, 1008, 2387]
- crossword-cell: E: [1182, 2387, 1211, 2405]
- crossword-cell: R: [1239, 2442, 1268, 2461]
- sudoku-cell: 6: [971, 2224, 1020, 2266]
- sudoku-cell: 1: [971, 2094, 1020, 2136]
- crossword-black-square: [1239, 2368, 1268, 2387]
- crossword-cell: A: [1037, 2515, 1066, 2533]
- crossword-cell: S: [1325, 2314, 1354, 2332]
- crossword-cell: I: [1153, 2314, 1182, 2332]
- crossword-cell: D: [1066, 2405, 1095, 2424]
- veterans-day-poster: [693, 80, 1360, 1127]
- sudoku-cell: 2: [1307, 2094, 1355, 2136]
- sudoku-cell: 8: [1067, 2094, 1116, 2136]
- crossword-cell: A: [1239, 2461, 1268, 2479]
- crossword-cell: F: [1066, 2424, 1095, 2442]
- crossword-black-square: [1325, 2350, 1354, 2368]
- crossword-black-square: [1297, 2442, 1326, 2461]
- crossword-black-square: [1210, 2387, 1239, 2405]
- sudoku-cell: 9: [1067, 2224, 1116, 2266]
- sudoku-cell: 1: [1163, 2007, 1212, 2050]
- crossword-cell: A: [979, 2405, 1008, 2424]
- poster-headline: VETERANS DAY: [778, 140, 1275, 332]
- crossword-cell: E: [1268, 2442, 1297, 2461]
- committee-seal: [772, 1060, 834, 1122]
- crossword-cell: C: [979, 2314, 1008, 2332]
- sudoku-cell: 8: [923, 2007, 971, 2050]
- crossword-cell: M: [1325, 2387, 1354, 2405]
- crossword-cell: A: [1123, 2332, 1153, 2351]
- crossword-black-square: [1268, 2479, 1297, 2497]
- crossword-cell: G: [1094, 2314, 1123, 2332]
- crossword-cell: H: [922, 2277, 951, 2296]
- crossword-cell: O: [1123, 2479, 1153, 2497]
- crossword-cell: T: [1008, 2496, 1037, 2515]
- crossword-cell: E: [1268, 2515, 1297, 2533]
- crossword-cell: M: [1239, 2496, 1268, 2515]
- crossword-cell: S: [979, 2424, 1008, 2442]
- crossword-cell: P: [922, 2387, 951, 2405]
- crossword-cell: P: [1008, 2424, 1037, 2442]
- crossword-cell: M: [1268, 2350, 1297, 2368]
- crossword-black-square: [1153, 2350, 1182, 2368]
- crossword-cell: A: [951, 2515, 980, 2533]
- publication-line: Mountain Views-News Saturday, November 6, 2021: [21, 50, 372, 67]
- crossword-cell: H: [1094, 2387, 1123, 2405]
- crossword-cell: A: [1325, 2515, 1354, 2533]
- crossword-grid: [920, 2275, 1356, 2554]
- crossword-cell: T: [1123, 2533, 1153, 2552]
- crossword-cell: K: [1008, 2350, 1037, 2368]
- sudoku-cell: 1: [1211, 2224, 1259, 2266]
- sudoku-cell: 5: [923, 2224, 971, 2266]
- crossword-cell: R: [922, 2424, 951, 2442]
- section-title: LEGAL NOTICES: [644, 5, 1141, 70]
- crossword-black-square: [1037, 2533, 1066, 2552]
- crossword-cell: R: [1153, 2296, 1182, 2314]
- crossword-cell: E: [1297, 2314, 1326, 2332]
- crossword-cell: A: [1066, 2533, 1095, 2552]
- crossword-cell: L: [1123, 2314, 1153, 2332]
- sudoku-cell: 1: [1259, 2051, 1308, 2094]
- crossword-cell: I: [1268, 2277, 1297, 2296]
- sudoku-cell: 4: [1307, 1965, 1355, 2007]
- page-footer: [0, 2554, 1366, 2576]
- sudoku-cell: 3: [1067, 2051, 1116, 2094]
- crossword-cell: L: [1094, 2515, 1123, 2533]
- crossword-cell: A: [1268, 2332, 1297, 2351]
- crossword-cell: O: [1037, 2479, 1066, 2497]
- legal-notice: FICTITIOUS BUSINESS NAME STATEMENT File No. 2021-217174 The following person(s) is (are) doing business as: PREMIERE MAINTENANCE, 13121 AVONLEA AVE, NORWALK, CA 90650. Full name of registrant(s) is (are) CECILIA M RIVERA, 13121 AVONLEA AVE, NORWALK, CA 90650, JOSE LUIS RIVERA, 13121 AVONLEA AVE, NORWALK, CA 90650. This Business is conducted by A MARRIED COUPLE. Signed: CECILIA M RIVERA This statement was filed with the County Clerk of Los Angeles County on 10/08/2021. The registrant(s) has (have) commenced to transact business under the fictitious business name or names listed above on 07/2000. NOTICE- This Fictitious Name Statement expires five years from the date it was filed in the office of the County Clerk. A new Fictitious Business Name Statement must be filed prior to that date. The filing of this statement does not of itself authorize the use in this state of a Fictitious Business Name in violation: [912, 1525, 1125, 1720]
- legal-notice: FICTITIOUS BUSINESS NAME STATEMENT File No. 2021-225530 The following person(s) is (are) doing business as: HONAJ FOOD PRODUCTIONS, HONAJ FOOD, 12217 CENTRALIA STREET, LAKEWOOD, CA 90715. Full name of registrant(s) is (are) HONAJ, INC., 12217 CENTRALIA STREET, LAKEWOOD, CA 90715. This Business is conducted by A CORPORATION. Signed: HONA MALEGAQAHAR This statement was filed with the County Clerk of Los Angeles County on 10/15/2021. The registrant(s) has (have) commenced to transact business under the fictitious business name or names listed above on N/A. NOTICE- This Fictitious Name Statement expires five years from the date it was filed in the office of the County Clerk. A new Fictitious Business Name Statement must be filed prior to that date. The filing of this statement does not of itself authorize the use in this state of a Fictitious Business Name in violation of the rights of another under Federal, State, or common law (See section 14411 et seq. Business and Professions Code)Publish: Mountain Views News/JDC Dates Pub: NOV 6, 13, 20, 27, 2021: [235, 999, 454, 1217]
- notices-column-4: [692, 1133, 905, 2550]
- sudoku-cell: 5: [971, 1921, 1020, 1964]
